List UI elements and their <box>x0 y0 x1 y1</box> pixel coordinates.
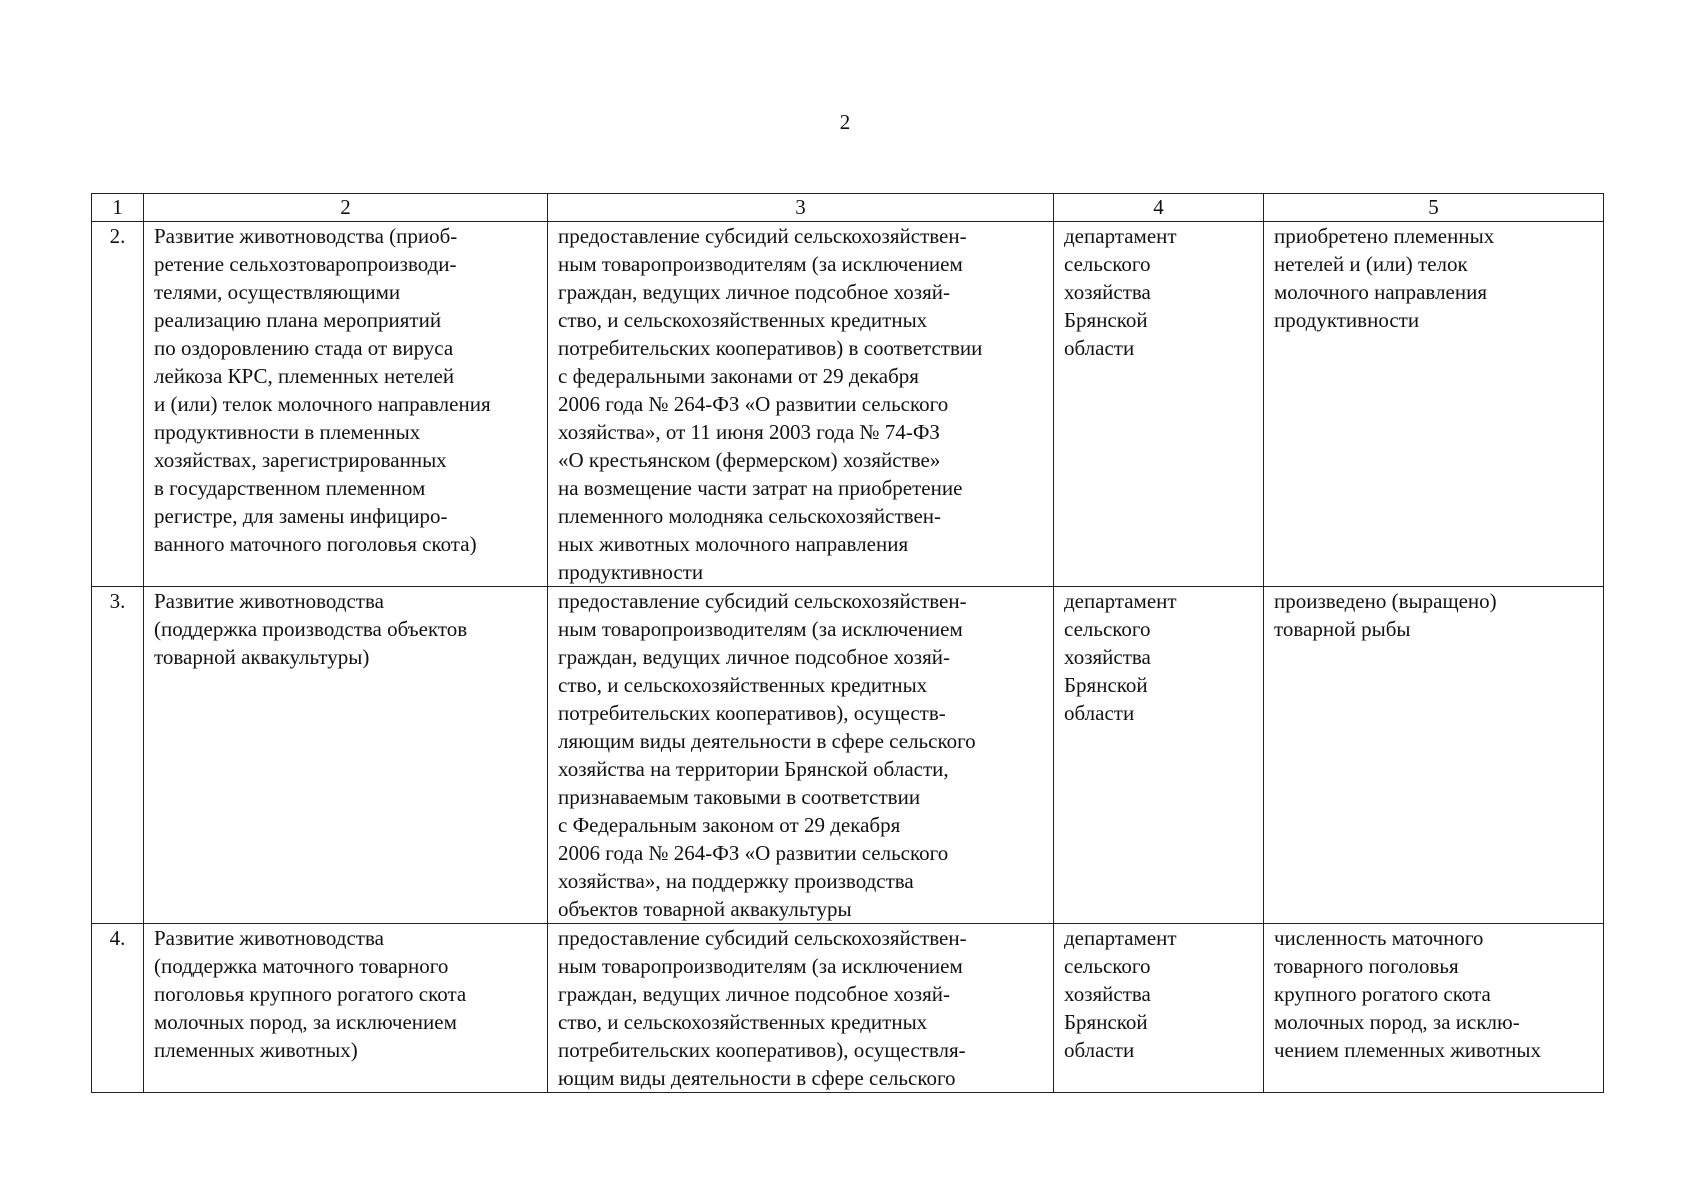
measure-description-text: предоставление субсидий сельскохозяйствен- ным товаропроизводителям (за исключением граждан, ведущих личное подсобное хозяй- ство, и сельскохозяйственных кредитных потребительских кооперативов), осуществ- ляющим виды деятельности в сфере сельского хозяйства на территории Брянской области, признаваемым таковыми в соответствии с Федеральным законом от 29 декабря 2006 года № 264-ФЗ «О развитии сельского хозяйства», на поддержку производства объектов товарной аквакультуры <box>558 589 976 921</box>
header-cell-1: 1 <box>92 194 144 222</box>
row-number <box>92 222 144 587</box>
result-text: произведено (выращено) товарной рыбы <box>1274 589 1497 641</box>
measure-name-text: Развитие животноводства (приоб- ретение сельхозтоваропроизводи- телями, осуществляющими реализацию плана мероприятий по оздоровлению стада от вируса лейкоза КРС, племенных нетелей и (или) телок молочного направления продуктивности в племенных хозяйствах, зарегистрированных в государственном племенном регистре, для замены инфициро- ванного маточного поголовья скота) <box>154 224 491 556</box>
table-row <box>92 222 1604 587</box>
result-text: численность маточного товарного поголовья крупного рогатого скота молочных пород, за исклю- чением племенных животных <box>1274 926 1541 1062</box>
header-row <box>92 194 1604 222</box>
result-cell <box>1264 587 1604 924</box>
measure-description-cell <box>548 924 1054 1093</box>
executor-cell <box>1054 222 1264 587</box>
row-number-text: 2. <box>109 224 126 248</box>
measure-description-cell <box>548 587 1054 924</box>
executor-cell <box>1054 924 1264 1093</box>
measure-name-cell <box>144 587 548 924</box>
row-number <box>92 587 144 924</box>
row-number <box>92 924 144 1093</box>
table-row <box>92 924 1604 1093</box>
result-cell <box>1264 924 1604 1093</box>
measure-name-cell <box>144 924 548 1093</box>
measure-description-text: предоставление субсидий сельскохозяйствен- ным товаропроизводителям (за исключением граждан, ведущих личное подсобное хозяй- ство, и сельскохозяйственных кредитных потребительских кооперативов) в соответствии с федеральными законами от 29 декабря 2006 года № 264-ФЗ «О развитии сельского хозяйства», от 11 июня 2003 года № 74-ФЗ «О крестьянском (фермерском) хозяйстве» на возмещение части затрат на приобретение племенного молодняка сельскохозяйствен- ных животных молочного направления продуктивности <box>558 224 983 584</box>
measure-description-cell <box>548 222 1054 587</box>
page-number: 2 <box>839 110 851 134</box>
measure-name-text: Развитие животноводства (поддержка маточного товарного поголовья крупного рогатого скота молочных пород, за исключением племенных животных) <box>154 926 467 1062</box>
executor-text: департамент сельского хозяйства Брянской области <box>1064 224 1177 360</box>
table-row <box>92 587 1604 924</box>
row-number-text: 4. <box>109 926 126 950</box>
executor-text: департамент сельского хозяйства Брянской области <box>1064 926 1177 1062</box>
header-cell-3: 3 <box>548 194 1054 222</box>
header-cell-2: 2 <box>144 194 548 222</box>
result-cell <box>1264 222 1604 587</box>
header-cell-4: 4 <box>1054 194 1264 222</box>
executor-cell <box>1054 587 1264 924</box>
row-number-text: 3. <box>109 589 126 613</box>
executor-text: департамент сельского хозяйства Брянской области <box>1064 589 1177 725</box>
result-text: приобретено племенных нетелей и (или) телок молочного направления продуктивности <box>1274 224 1495 332</box>
measure-name-cell <box>144 222 548 587</box>
header-cell-5: 5 <box>1264 194 1604 222</box>
measure-name-text: Развитие животноводства (поддержка производства объектов товарной аквакультуры) <box>154 589 468 669</box>
program-table <box>91 193 1604 1093</box>
measure-description-text: предоставление субсидий сельскохозяйствен- ным товаропроизводителям (за исключением граждан, ведущих личное подсобное хозяй- ство, и сельскохозяйственных кредитных потребительских кооперативов), осуществля- ющим виды деятельности в сфере сельского <box>558 926 967 1090</box>
